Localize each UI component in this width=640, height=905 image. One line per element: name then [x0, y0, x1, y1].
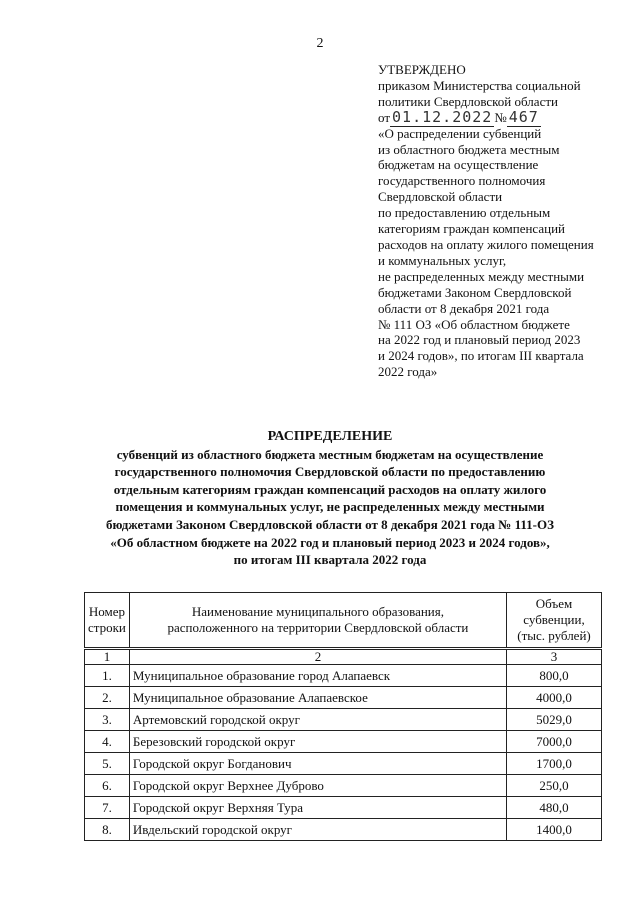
table-row	[85, 709, 602, 731]
row-number: 5.	[85, 753, 130, 775]
subvention-amount: 7000,0	[507, 731, 602, 753]
row-number: 7.	[85, 797, 130, 819]
table-row	[85, 819, 602, 841]
table-row	[85, 665, 602, 687]
approval-title-line: не распределенных между местными	[378, 268, 585, 284]
table-row	[85, 687, 602, 709]
approval-title-line: категориям граждан компенсаций	[378, 221, 565, 237]
heading-title: РАСПРЕДЕЛЕНИЕ	[267, 429, 393, 444]
column-number: 2	[129, 649, 506, 665]
approval-title-line: бюджетам на осуществление	[378, 157, 539, 173]
row-number: 4.	[85, 731, 130, 753]
column-number: 1	[85, 649, 130, 665]
approval-title-line: по предоставлению отдельным	[378, 205, 551, 221]
approval-line: политики Свердловской области	[378, 93, 558, 109]
approval-title-line: и коммунальных услуг,	[378, 252, 507, 268]
table-row	[85, 797, 602, 819]
heading-line: «Об областном бюджете на 2022 год и плановый период 2023 и 2024 годов»,	[110, 534, 550, 550]
distribution-table	[84, 592, 602, 841]
column-number: 3	[507, 649, 602, 665]
table-row	[85, 775, 602, 797]
approval-title-line: государственного полномочия	[378, 173, 546, 189]
approval-title-line: № 111 ОЗ «Об областном бюджете	[378, 316, 570, 332]
municipality-name: Городской округ Верхнее Дуброво	[129, 775, 506, 797]
page-number: 2	[316, 36, 324, 51]
subvention-amount: 1400,0	[507, 819, 602, 841]
heading-line: по итогам III квартала 2022 года	[233, 552, 427, 568]
municipality-name: Городской округ Верхняя Тура	[129, 797, 506, 819]
approval-title-line: 2022 года»	[378, 364, 438, 380]
heading-line: отдельным категориям граждан компенсаций расходов на оплату жилого	[113, 481, 547, 497]
row-number: 1.	[85, 665, 130, 687]
table-row	[85, 753, 602, 775]
approval-title-line: на 2022 год и плановый период 2023	[378, 332, 581, 348]
approval-title-line: «О распределении субвенций	[378, 125, 542, 141]
approval-title-line: и 2024 годов», по итогам III квартала	[378, 348, 584, 364]
heading-line: помещения и коммунальных услуг, не распределенных между местными	[115, 499, 545, 515]
header-municipality: Наименование муниципального образования, расположенного на территории Свердловской области	[129, 593, 506, 649]
row-number: 2.	[85, 687, 130, 709]
header-amount: Объем субвенции, (тыс. рублей)	[507, 593, 602, 649]
heading-line: государственного полномочия Свердловской области по предоставлению	[114, 464, 546, 480]
handwritten-number: 467	[508, 107, 539, 126]
table-header-row	[85, 593, 602, 649]
heading-line: бюджетами Законом Свердловской области от 8 декабря 2021 года № 111-ОЗ	[106, 516, 554, 532]
subvention-amount: 1700,0	[507, 753, 602, 775]
subvention-amount: 800,0	[507, 665, 602, 687]
approval-title-line: из областного бюджета местным	[378, 141, 560, 157]
approval-line: приказом Министерства социальной	[378, 77, 581, 93]
approval-block	[378, 62, 640, 380]
municipality-name: Муниципальное образование город Алапаевск	[129, 665, 506, 687]
row-number: 8.	[85, 819, 130, 841]
municipality-name: Березовский городской округ	[129, 731, 506, 753]
approval-title-line: Свердловской области	[378, 189, 503, 205]
row-number: 3.	[85, 709, 130, 731]
subvention-amount: 480,0	[507, 797, 602, 819]
subvention-amount: 250,0	[507, 775, 602, 797]
header-row-number: Номер строки	[85, 593, 130, 649]
table-row	[85, 731, 602, 753]
municipality-name: Ивдельский городской округ	[129, 819, 506, 841]
approval-title-line: области от 8 декабря 2021 года	[378, 300, 550, 316]
subvention-amount: 5029,0	[507, 709, 602, 731]
municipality-name: Городской округ Богданович	[129, 753, 506, 775]
municipality-name: Артемовский городской округ	[129, 709, 506, 731]
handwritten-date: 01.12.2022	[392, 107, 493, 126]
approval-line: УТВЕРЖДЕНО	[378, 62, 466, 77]
column-number-row	[85, 649, 602, 665]
approval-title-line: бюджетами Законом Свердловской	[378, 284, 572, 300]
document-heading	[60, 428, 600, 569]
municipality-name: Муниципальное образование Алапаевское	[129, 687, 506, 709]
heading-line: субвенций из областного бюджета местным бюджетам на осуществление	[116, 446, 544, 462]
date-prefix: от	[378, 109, 391, 125]
approval-date-line	[378, 107, 640, 126]
number-prefix: №	[494, 109, 507, 125]
row-number: 6.	[85, 775, 130, 797]
subvention-amount: 4000,0	[507, 687, 602, 709]
approval-title-line: расходов на оплату жилого помещения	[378, 236, 594, 252]
